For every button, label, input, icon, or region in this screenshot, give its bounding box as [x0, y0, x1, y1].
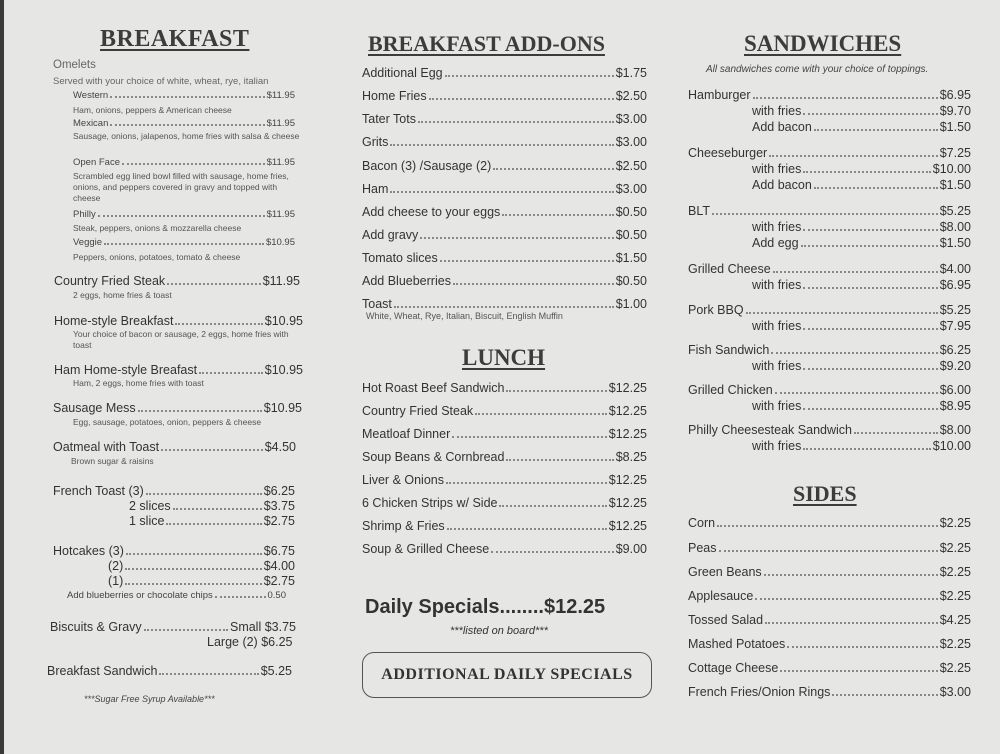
sandwich-option: [752, 319, 971, 333]
item-price: $2.25: [939, 541, 971, 555]
item-name: Open Face: [73, 157, 120, 168]
item-name: Add gravy: [362, 228, 419, 242]
item-name: Add bacon: [752, 120, 812, 134]
item-name: Tossed Salad: [688, 613, 764, 627]
item-price: $6.25: [939, 343, 971, 357]
sandwich-item: [688, 303, 971, 317]
option-name: (2): [108, 559, 124, 573]
lunch-item: [362, 381, 647, 395]
menu-item-french-toast: [53, 484, 295, 498]
item-name: Bacon (3) /Sausage (2): [362, 159, 492, 173]
toast-options-note: White, Wheat, Rye, Italian, Biscuit, English Muffin: [366, 311, 563, 321]
item-price: $8.00: [939, 423, 971, 437]
daily-specials: Daily Specials........$12.25: [365, 596, 606, 618]
item-name: Ham Home-style Breafast: [54, 363, 198, 377]
addons-heading: BREAKFAST ADD-ONS: [368, 31, 605, 56]
item-price: $6.95: [939, 88, 971, 102]
french-toast-option: [129, 514, 295, 528]
item-name: Add bacon: [752, 178, 812, 192]
item-price: $2.25: [939, 661, 971, 675]
lunch-item: [362, 427, 647, 441]
item-price: $12.25: [608, 381, 647, 395]
item-price: $10.95: [264, 363, 303, 377]
item-price: $11.95: [266, 90, 295, 101]
item-name: Western: [73, 90, 109, 101]
addon-item: [362, 251, 647, 265]
item-name: Grilled Cheese: [688, 262, 771, 276]
sandwich-option: [752, 162, 971, 176]
addon-item: [362, 228, 647, 242]
addon-item: [362, 112, 647, 126]
side-item: [688, 516, 971, 530]
sandwich-item: [688, 423, 971, 437]
item-name: Philly: [73, 209, 96, 220]
item-price: $2.25: [939, 565, 971, 579]
item-name: Green Beans: [688, 565, 762, 579]
item-desc: Egg, sausage, potatoes, onion, peppers & cheese: [73, 417, 262, 427]
item-price: $1.50: [939, 120, 971, 134]
item-name: Toast: [362, 297, 392, 311]
item-price: $11.95: [266, 118, 295, 129]
item-name: Home-style Breakfast: [54, 314, 174, 328]
item-price: $10.95: [265, 237, 295, 248]
item-price: $11.95: [266, 157, 295, 168]
addon-name: Add blueberries or chocolate chips: [67, 590, 213, 601]
item-name: Mashed Potatoes: [688, 637, 786, 651]
lunch-item: [362, 473, 647, 487]
sandwich-item: [688, 146, 971, 160]
item-price: $2.50: [615, 89, 647, 103]
item-name: Liver & Onions: [362, 473, 444, 487]
item-name: Meatloaf Dinner: [362, 427, 451, 441]
item-price: $1.00: [615, 297, 647, 311]
sandwich-option: [752, 439, 971, 453]
sandwiches-tagline: All sandwiches come with your choice of toppings.: [706, 64, 929, 75]
item-name: BLT: [688, 204, 710, 218]
item-desc: Scrambled egg lined bowl filled with sausage, home fries, onions, and peppers covered in gravy and topped with cheese: [73, 171, 289, 203]
item-price: $11.95: [262, 274, 300, 288]
item-price: $5.25: [939, 303, 971, 317]
item-price: $9.00: [615, 542, 647, 556]
option-price: $4.00: [263, 559, 295, 573]
item-price: $2.50: [615, 159, 647, 173]
item-price: $6.00: [939, 383, 971, 397]
item-name: Tater Tots: [362, 112, 416, 126]
item-name: Oatmeal with Toast: [53, 440, 160, 454]
lunch-item: [362, 496, 647, 510]
item-price: $8.00: [939, 220, 971, 234]
additional-daily-specials-box: ADDITIONAL DAILY SPECIALS: [362, 652, 652, 698]
item-desc: Brown sugar & raisins: [71, 456, 154, 466]
item-price: $10.95: [264, 314, 303, 328]
omelets-subtitle: Served with your choice of white, wheat, rye, italian: [53, 76, 269, 87]
item-price: $11.95: [266, 209, 295, 220]
addon-item: [362, 205, 647, 219]
item-price: $1.75: [615, 66, 647, 80]
item-name: Grits: [362, 135, 389, 149]
item-price: $10.00: [932, 162, 971, 176]
breakfast-heading: BREAKFAST: [100, 26, 250, 52]
option-name: 1 slice: [129, 514, 165, 528]
item-price: $0.50: [615, 205, 647, 219]
lunch-item: [362, 404, 647, 418]
item-price: $12.25: [608, 404, 647, 418]
item-desc: 2 eggs, home fries & toast: [73, 290, 172, 300]
item-price: $1.50: [939, 178, 971, 192]
option-name: (1): [108, 574, 124, 588]
item-name: Ham: [362, 182, 389, 196]
item-price: $2.25: [939, 516, 971, 530]
item-price: $1.50: [939, 236, 971, 250]
item-name: with fries: [752, 278, 802, 292]
addon-item: [362, 135, 647, 149]
item-name: with fries: [752, 162, 802, 176]
side-item: [688, 685, 971, 699]
lunch-item: [362, 542, 647, 556]
daily-specials-note: ***listed on board***: [450, 625, 548, 637]
item-price: $1.50: [615, 251, 647, 265]
item-price: $6.95: [939, 278, 971, 292]
item-price: $3.00: [615, 182, 647, 196]
sandwich-option: [752, 278, 971, 292]
item-name: Fish Sandwich: [688, 343, 770, 357]
sandwich-item: [688, 88, 971, 102]
side-item: [688, 589, 971, 603]
menu-item-philly: [73, 209, 295, 220]
item-name: Country Fried Steak: [362, 404, 474, 418]
item-name: Add Blueberries: [362, 274, 451, 288]
item-price: $6.25: [263, 484, 295, 498]
item-price: $7.25: [939, 146, 971, 160]
item-name: Biscuits & Gravy: [50, 620, 142, 634]
item-name: Soup Beans & Cornbread: [362, 450, 505, 464]
item-name: Home Fries: [362, 89, 427, 103]
sandwich-option: [752, 399, 971, 413]
item-desc: Ham, onions, peppers & American cheese: [73, 105, 232, 115]
item-name: Additional Egg: [362, 66, 443, 80]
item-desc: Peppers, onions, potatoes, tomato & cheese: [73, 252, 241, 262]
hotcakes-addon: [67, 590, 286, 601]
item-price: $3.00: [939, 685, 971, 699]
item-price: $4.25: [939, 613, 971, 627]
menu-item-biscuits-gravy: [50, 620, 296, 634]
item-price: $5.25: [260, 664, 292, 678]
menu-item-western: [73, 90, 295, 101]
sandwich-option: [752, 120, 971, 134]
option-price: $2.75: [263, 514, 295, 528]
item-name: Breakfast Sandwich: [47, 664, 158, 678]
item-price: $10.00: [932, 439, 971, 453]
menu-item-open-face: [73, 157, 295, 168]
option-price: $3.75: [263, 499, 295, 513]
item-name: Sausage Mess: [53, 401, 136, 415]
side-item: [688, 613, 971, 627]
addon-item: [362, 274, 647, 288]
option-price: $2.75: [263, 574, 295, 588]
item-price: $4.00: [939, 262, 971, 276]
sandwich-option: [752, 220, 971, 234]
menu-item-veggie: [73, 237, 295, 248]
item-name: Philly Cheesesteak Sandwich: [688, 423, 852, 437]
addon-item: [362, 159, 647, 173]
item-desc: Steak, peppers, onions & mozzarella cheese: [73, 223, 242, 233]
item-price: $2.25: [939, 589, 971, 603]
item-name: Hotcakes (3): [53, 544, 124, 558]
menu-item-ham-home-style: [54, 363, 303, 377]
sandwich-option: [752, 236, 971, 250]
lunch-item: [362, 450, 647, 464]
sandwich-item: [688, 262, 971, 276]
item-name: with fries: [752, 220, 802, 234]
hotcakes-option: [108, 559, 295, 573]
addon-item: [362, 66, 647, 80]
menu-page: [4, 0, 1000, 754]
menu-item-oatmeal: [53, 440, 296, 454]
side-item: [688, 565, 971, 579]
item-name: with fries: [752, 439, 802, 453]
sandwich-option: [752, 178, 971, 192]
item-price-large: Large (2) $6.25: [207, 635, 293, 649]
addon-price: 0.50: [267, 590, 286, 601]
sandwich-item: [688, 383, 971, 397]
hotcakes-option: [108, 574, 295, 588]
item-name: Corn: [688, 516, 716, 530]
item-name: with fries: [752, 399, 802, 413]
item-name: Cheeseburger: [688, 146, 768, 160]
item-name: Hot Roast Beef Sandwich: [362, 381, 505, 395]
sandwich-option: [752, 359, 971, 373]
side-item: [688, 637, 971, 651]
item-price: $12.25: [608, 496, 647, 510]
item-price: $0.50: [615, 274, 647, 288]
addon-item: [362, 182, 647, 196]
item-name: Tomato slices: [362, 251, 438, 265]
lunch-item: [362, 519, 647, 533]
item-name: with fries: [752, 359, 802, 373]
menu-item-sausage-mess: [53, 401, 302, 415]
sandwiches-heading: SANDWICHES: [744, 31, 902, 56]
menu-item-breakfast-sandwich: [47, 664, 292, 678]
item-desc: Ham, 2 eggs, home fries with toast: [73, 378, 204, 388]
sandwich-item: [688, 204, 971, 218]
option-name: 2 slices: [129, 499, 171, 513]
item-price: $4.50: [264, 440, 296, 454]
lunch-heading: LUNCH: [462, 345, 546, 370]
sandwich-item: [688, 343, 971, 357]
item-name: Soup & Grilled Cheese: [362, 542, 490, 556]
item-price: $12.25: [608, 427, 647, 441]
menu-item-home-style-breakfast: [54, 314, 303, 328]
item-price: $8.25: [615, 450, 647, 464]
item-name: Mexican: [73, 118, 109, 129]
item-price: $10.95: [263, 401, 302, 415]
addon-item: [362, 297, 647, 311]
item-name: Pork BBQ: [688, 303, 744, 317]
item-price: $9.70: [939, 104, 971, 118]
side-item: [688, 661, 971, 675]
item-price: $12.25: [608, 473, 647, 487]
item-name: Add egg: [752, 236, 799, 250]
item-name: Add cheese to your eggs: [362, 205, 501, 219]
item-price: $7.95: [939, 319, 971, 333]
item-name: French Toast (3): [53, 484, 144, 498]
item-desc: Sausage, onions, jalapenos, home fries with salsa & cheese: [73, 131, 300, 141]
item-name: French Fries/Onion Rings: [688, 685, 831, 699]
item-name: 6 Chicken Strips w/ Side: [362, 496, 498, 510]
item-name: Veggie: [73, 237, 103, 248]
item-price: $6.75: [263, 544, 295, 558]
omelets-title: Omelets: [53, 59, 96, 71]
item-name: Grilled Chicken: [688, 383, 773, 397]
item-name: Cottage Cheese: [688, 661, 779, 675]
sides-heading: SIDES: [793, 481, 857, 506]
sugar-free-note: ***Sugar Free Syrup Available***: [84, 694, 215, 704]
item-name: Hamburger: [688, 88, 751, 102]
item-name: Shrimp & Fries: [362, 519, 445, 533]
item-price: $2.25: [939, 637, 971, 651]
item-name: Country Fried Steak: [54, 274, 166, 288]
item-price: $0.50: [615, 228, 647, 242]
item-name: with fries: [752, 319, 802, 333]
side-item: [688, 541, 971, 555]
menu-item-country-fried-steak: [54, 274, 300, 288]
item-price: $9.20: [939, 359, 971, 373]
item-price-small: Small $3.75: [229, 620, 296, 634]
item-price: $8.95: [939, 399, 971, 413]
menu-item-mexican: [73, 118, 295, 129]
item-price: $5.25: [939, 204, 971, 218]
item-name: Applesauce: [688, 589, 754, 603]
addon-item: [362, 89, 647, 103]
item-price: $3.00: [615, 135, 647, 149]
item-price: $12.25: [608, 519, 647, 533]
item-name: Peas: [688, 541, 717, 555]
menu-item-hotcakes: [53, 544, 295, 558]
french-toast-option: [129, 499, 295, 513]
item-price: $3.00: [615, 112, 647, 126]
item-name: with fries: [752, 104, 802, 118]
item-desc: Your choice of bacon or sausage, 2 eggs, home fries with toast: [73, 329, 289, 350]
sandwich-option: [752, 104, 971, 118]
